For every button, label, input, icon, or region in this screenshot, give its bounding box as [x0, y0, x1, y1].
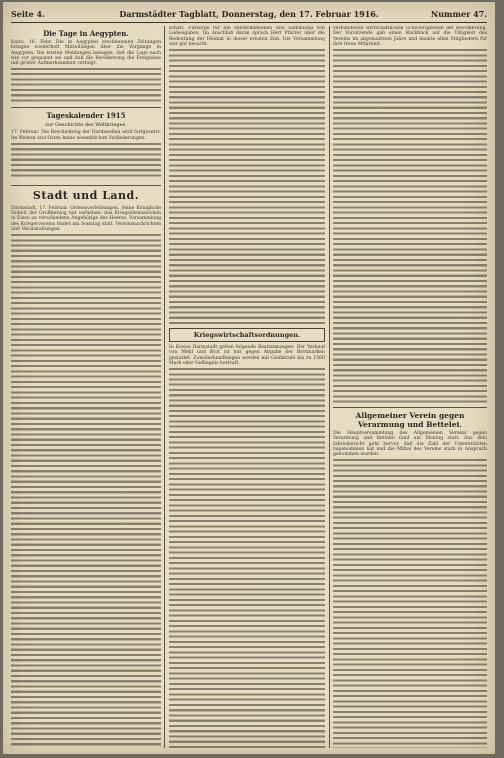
text-lines	[333, 49, 487, 404]
article-subheadline: zur Geschichte des Weltkrieges.	[45, 122, 127, 129]
text-lines	[11, 234, 161, 748]
section-headline: Stadt und Land.	[11, 185, 161, 202]
newspaper-title-line: Darmstädter Tagblatt, Donnerstag, den 17. Februar 1916.	[119, 9, 379, 19]
column-rule	[329, 26, 330, 748]
article-text: verbundenen wirtschaftlichen Schwierigkeiten der Bevölkerung. Der Vorsitzende gab einen Rückblick auf die Tätigkeit des Vereins im abgelaufenen Jahre und dankte allen Mitgliedern für ihre treue Mitarbeit.	[333, 26, 487, 47]
article-text: Kairo, 16. Febr. Die in Aegypten erschienenen Zeitungen bringen wiederholt Mitteilungen über die Vorgänge in Aegypten. Die letzten Meldungen besagen, daß die Lage nach wie vor gespannt sei und daß die Bevölkerung die Ereignisse mit großer Aufmerksamkeit verfolgt.	[11, 40, 161, 66]
article-headline: Tageskalender 1915	[11, 107, 161, 120]
article-text: 17. Februar. Die Beschießung der Dardanellen wird fortgesetzt. Im Westen und Osten keine wesentlichen Veränderungen.	[11, 130, 161, 141]
issue-number: Nummer 47.	[430, 9, 487, 19]
column-1	[11, 26, 161, 748]
article-text: Darmstadt, 17. Februar. Ordensverleihungen. Seine Königliche Hoheit der Großherzog hat verliehen: das Kriegsehrenzeichen in Eisen an verschiedene Angehörige des Heeres. Versammlung des Kriegervereins findet am Sonntag statt. Vereinsnachrichten und Veranstaltungen.	[11, 205, 161, 232]
text-lines	[11, 68, 161, 104]
newspaper-page	[3, 2, 495, 754]
article-text: schaft, Fürsorge für die Hinterbliebenen und Sammlung von Liebesgaben. Im Anschluß daran sprach Herr Pfarrer über die Bedeutung der Heimat in dieser ernsten Zeit. Die Versammlung war gut besucht.	[169, 26, 325, 47]
text-lines	[11, 143, 161, 179]
article-text: In Kreise Darmstadt gelten folgende Bestimmungen: Der Verkauf von Mehl und Brot ist nur gegen Abgabe der Brotmarken gestattet. Zuwiderhandlungen werden mit Geldstrafe bis zu 1500 Mark oder Gefängnis bestraft.	[169, 345, 325, 366]
section-headline: Kriegswirtschaftsordnungen.	[169, 328, 325, 342]
article-headline: Allgemeiner Verein gegen Verarmung und Bettelei.	[333, 407, 487, 429]
article-text: Die Hauptversammlung des Allgemeinen Vereins gegen Verarmung und Bettelei fand am Montag statt. Aus dem Jahresbericht geht hervor, daß die Zahl der Unterstützten zugenommen hat und die Mittel des Vereins stark in Anspruch genommen wurden.	[333, 431, 487, 457]
text-lines	[333, 459, 487, 748]
page-number: Seite 4.	[11, 9, 45, 19]
column-rule	[164, 26, 165, 748]
masthead	[11, 8, 487, 23]
column-3	[333, 26, 487, 748]
text-lines	[169, 49, 325, 324]
article-headline: Die Tage in Aegypten.	[43, 29, 129, 38]
column-2	[169, 26, 325, 748]
text-lines	[169, 368, 325, 748]
